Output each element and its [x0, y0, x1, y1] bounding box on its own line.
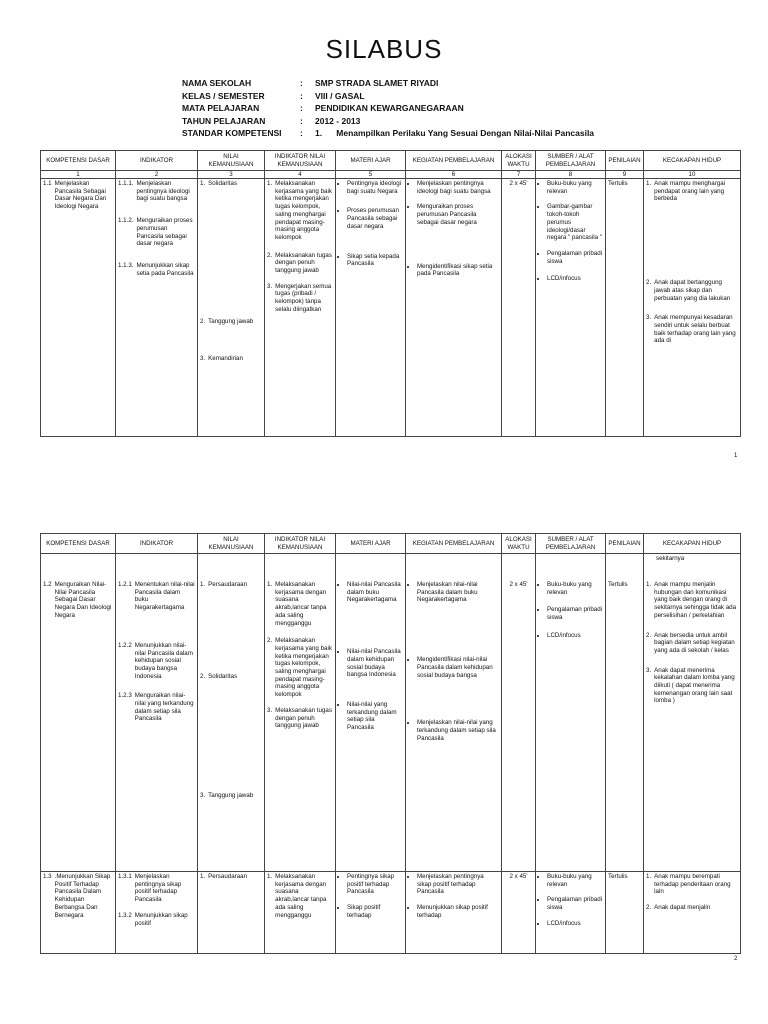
- item-number: 1.: [200, 581, 206, 588]
- column-header: SUMBER / ALAT PEMBELAJARAN: [536, 151, 606, 171]
- column-header: PENILAIAN: [606, 534, 644, 554]
- column-number: 8: [536, 171, 606, 179]
- item-text: Anak mampu berempati terhadap penderitaan orang lain: [654, 873, 731, 896]
- item-text: Melaksanakan tugas dengan penuh tanggung jawab: [275, 706, 332, 730]
- item-number: 1.3.1: [118, 873, 132, 880]
- kd-text: Menjelaskan Pancasila Sebagai Dasar Negara Dan Ideologi Negara: [54, 180, 107, 211]
- item-number: 3.: [267, 706, 273, 714]
- column-header: KOMPETENSI DASAR: [41, 534, 116, 554]
- item-text: Anak bersedia untuk ambil bagian dalam setiap kegiatan yang ada di sekolah / kelas: [654, 631, 735, 654]
- indikator-nilai-cell: [265, 872, 336, 954]
- item-number: 1.: [646, 581, 652, 588]
- list-item: • Sikap positif terhadap: [347, 904, 403, 919]
- item-number: 1.: [267, 581, 273, 588]
- meta-colon: :: [300, 90, 303, 101]
- list-item: • Menjelaskan pentingnya ideologi bagi suatu bangsa: [417, 180, 499, 195]
- list-item: • Nilai-nilai Pancasila dalam buku Negarakertagama: [347, 581, 403, 604]
- column-header: NILAI KEMANUSIAAN: [198, 151, 265, 171]
- column-header: MATERI AJAR: [336, 151, 406, 171]
- column-number: 7: [502, 171, 536, 179]
- item-text: Anak dapat menerima kekalahan dalam lomba yang diikuti ( dapat menerima kemenangan orang lain saat lomba ): [654, 666, 735, 705]
- sumber-cell: [536, 179, 606, 437]
- meta-label: KELAS / SEMESTER: [182, 90, 265, 101]
- column-number: 9: [606, 171, 644, 179]
- meta-row: [182, 127, 594, 140]
- list-item: • Menjelaskan pentingnya sikap positif terhadap Pancasila: [417, 873, 499, 896]
- list-item: • Menunjukkan sikap positif terhadap: [417, 904, 499, 919]
- list-item: • Buku-buku yang relevan: [547, 581, 603, 596]
- page-number: 2: [734, 956, 738, 962]
- list-item: • Pentingnya sikap positif terhadap Pancasila: [347, 873, 403, 896]
- item-text: Anak dapat menjalin: [654, 904, 711, 912]
- page-title: SILABUS: [325, 34, 443, 64]
- meta-value: SMP STRADA SLAMET RIYADI: [315, 78, 439, 88]
- item-text: Persaudaraan: [208, 581, 248, 588]
- column-header: ALOKASI WAKTU: [502, 534, 536, 554]
- column-number: 2: [116, 171, 198, 179]
- list-item: • Buku-buku yang relevan: [547, 873, 603, 888]
- kd-number: 1.2: [43, 581, 52, 588]
- item-text: Solidaritas: [208, 180, 238, 187]
- item-text: Melaksanakan tugas dengan penuh tanggung jawab: [275, 251, 332, 275]
- item-text: Persaudaraan: [208, 873, 248, 880]
- list-item: • Buku-buku yang relevan: [547, 180, 603, 195]
- list-item: • LCD/infocus: [547, 275, 603, 283]
- syllabus-table-page-1: [40, 150, 741, 437]
- item-number: 1.1.1.: [118, 180, 134, 187]
- list-item: • LCD/infocus: [547, 632, 603, 640]
- column-number: 5: [336, 171, 406, 179]
- list-item: • Pengalaman pribadi siswa: [547, 606, 603, 621]
- table-row: [41, 872, 741, 954]
- item-number: 2.: [646, 904, 652, 912]
- meta-label: STANDAR KOMPETENSI: [182, 128, 282, 138]
- item-number: 1.1.3.: [118, 261, 134, 269]
- column-header: KECAKAPAN HIDUP: [644, 151, 741, 171]
- item-text: Menguraikan nilai-nilai yang terkandung dalam setiap sila Pancasila: [134, 692, 194, 723]
- column-header: PENILAIAN: [606, 151, 644, 171]
- column-header: KEGIATAN PEMBELAJARAN: [406, 534, 502, 554]
- materi-ajar-cell: [336, 872, 406, 954]
- list-item: • Pentingnya ideologi bagi suatu Negara: [347, 180, 403, 195]
- meta-label: MATA PELAJARAN: [182, 103, 260, 113]
- item-number: 2.: [646, 279, 652, 287]
- item-text: Anak mempunyai kesadaran sendiri untuk selalu berbuat baik terhadap orang lain yang ada di: [654, 314, 736, 345]
- meta-value: 1. Menampilkan Perilaku Yang Sesuai Dengan Nilai-Nilai Pancasila: [315, 128, 595, 138]
- list-item: • Pengalaman pribadi siswa: [547, 250, 603, 265]
- meta-row: [182, 115, 594, 128]
- kd-number: 1.1: [43, 180, 52, 187]
- meta-label: NAMA SEKOLAH: [182, 78, 252, 88]
- item-number: 3.: [200, 355, 206, 363]
- kd-text: Menguraikan Nilai-Nilai Pancasila Sebagai Dasar Negara Dan Ideologi Negara: [54, 581, 112, 619]
- item-text: Melaksanakan kerjasama yang baik ketika mengerjakan tugas kelompok, saling menghargai pendapat masing-masing anggota kelompok: [275, 180, 332, 241]
- meta-value: 2012 - 2013: [315, 115, 361, 126]
- alokasi-cell: 2 x 45': [502, 179, 536, 437]
- item-number: 1.: [646, 180, 652, 187]
- item-number: 2.: [267, 637, 273, 645]
- item-number: 2.: [267, 251, 273, 259]
- column-number: 10: [644, 171, 741, 179]
- syllabus-table-page-2: [40, 533, 741, 954]
- column-header: INDIKATOR NILAI KEMANUSIAAN: [265, 151, 336, 171]
- list-item: • Nilai-nilai Pancasila dalam kehidupan sosial budaya bangsa Indonesia: [347, 648, 403, 679]
- list-item: • Sikap setia kepada Pancasila: [347, 253, 403, 268]
- nilai-kemanusiaan-cell: [198, 179, 265, 437]
- column-header: INDIKATOR: [116, 151, 198, 171]
- item-number: 2.: [646, 631, 652, 639]
- column-header: SUMBER / ALAT PEMBELAJARAN: [536, 534, 606, 554]
- item-number: 1.: [200, 180, 206, 187]
- item-number: 3.: [646, 314, 652, 322]
- alokasi-cell: 2 x 45': [502, 872, 536, 954]
- meta-colon: :: [300, 115, 303, 126]
- meta-colon: :: [300, 78, 303, 88]
- item-text: Menentukan nilai-nilai Pancasila dalam buku Negarakertagama: [134, 581, 195, 612]
- indikator-nilai-cell: [265, 554, 336, 872]
- item-number: 3.: [646, 666, 652, 674]
- kecakapan-hidup-cell: [644, 872, 741, 954]
- continued-text: sekitarnya: [656, 555, 685, 562]
- table-row: [41, 179, 741, 437]
- kd-text: .Menunjukkan Sikap Positif Terhadap Pancasila Dalam Kehidupan Berbangsa Dan Bernegara: [54, 873, 111, 919]
- item-text: Menguraikan proses perumusan Pancasila sebagai dasar negara: [136, 217, 193, 248]
- list-item: • Proses perumusan Pancasila sebagai dasar negara: [347, 207, 403, 230]
- header-row: [41, 151, 741, 171]
- school-info: [182, 77, 594, 140]
- indikator-cell: [116, 179, 198, 437]
- materi-ajar-cell: [336, 554, 406, 872]
- column-header: INDIKATOR: [116, 534, 198, 554]
- item-text: Anak mampu menjalin hubungan dan komunikasi yang baik dengan orang di sekitarnya sehingga tidak ada perselisihan / perkelahian: [654, 581, 737, 619]
- meta-row: [182, 102, 594, 115]
- item-number: 3.: [200, 792, 206, 800]
- item-number: 1.: [267, 180, 273, 187]
- table-row: [41, 554, 741, 872]
- item-text: Melaksanakan kerjasama dengan suasana akrab,lancar tanpa ada saling mengganggu: [275, 873, 327, 919]
- column-header: ALOKASI WAKTU: [502, 151, 536, 171]
- kecakapan-hidup-cell: [644, 179, 741, 437]
- indikator-cell: [116, 554, 198, 872]
- column-number-row: [41, 171, 741, 179]
- list-item: • Menjelaskan nilai-nilai yang terkandung dalam setiap sila Pancasila: [417, 719, 499, 742]
- item-text: Melaksanakan kerjasama yang baik ketika mengerjakan tugas kelompok, saling menghargai pendapat masing-masing anggota kelompok: [275, 637, 332, 699]
- item-number: 2.: [200, 317, 206, 325]
- list-item: • LCD/infocus: [547, 920, 603, 928]
- kegiatan-cell: [406, 179, 502, 437]
- item-number: 3.: [267, 282, 273, 290]
- item-number: 1.2.1: [118, 581, 132, 588]
- alokasi-cell: [502, 554, 536, 872]
- nilai-kemanusiaan-cell: [198, 872, 265, 954]
- list-item: • Mengidentifikasi sikap setia pada Pancasila: [417, 263, 499, 278]
- penilaian-cell: Tertulis: [606, 872, 644, 954]
- column-number: 6: [406, 171, 502, 179]
- item-text: Menjelaskan pentingnya ideologi bagi suatu bangsa: [136, 180, 190, 203]
- penilaian-cell: [606, 554, 644, 872]
- kegiatan-cell: [406, 554, 502, 872]
- item-number: 1.2.3: [118, 692, 132, 700]
- alokasi-value: 2 x 45': [509, 581, 528, 588]
- list-item: • Pengalaman pribadi siswa: [547, 896, 603, 911]
- sumber-cell: [536, 872, 606, 954]
- item-text: Menunjukkan nilai-nilai Pancasila dalam kehidupan sosial budaya bangsa Indonesia: [134, 641, 193, 680]
- item-number: 1.: [267, 873, 273, 880]
- kd-number: 1.3: [43, 873, 52, 880]
- indikator-nilai-cell: [265, 179, 336, 437]
- column-number: 1: [41, 171, 116, 179]
- penilaian-cell: Tertulis: [606, 179, 644, 437]
- column-header: INDIKATOR NILAI KEMANUSIAAN: [265, 534, 336, 554]
- kompetensi-dasar-cell: [41, 872, 116, 954]
- item-number: 1.1.2.: [118, 217, 134, 225]
- item-text: Anak dapat bertanggung jawab atas sikap dan perbuatan yang dia lakukan: [654, 279, 731, 302]
- list-item: • Nilai-nilai yang terkandung dalam setiap sila Pancasila: [347, 701, 403, 732]
- indikator-cell: [116, 872, 198, 954]
- item-text: Menjelaskan pentingnya sikap positif terhadap Pancasila: [134, 873, 182, 904]
- item-text: Kemandirian: [208, 355, 243, 363]
- item-number: 1.: [646, 873, 652, 880]
- item-number: 1.2.2: [118, 641, 132, 649]
- item-text: Tanggung jawab: [208, 792, 254, 800]
- page-number: 1: [734, 453, 738, 459]
- column-header: NILAI KEMANUSIAAN: [198, 534, 265, 554]
- list-item: • Menguraikan proses perumusan Pancasila sebagai dasar negara: [417, 203, 499, 226]
- list-item: • Gambar-gambar tokoh-tokoh perumus ideologi/dasar negara " pancasila ": [547, 203, 603, 242]
- item-text: Tanggung jawab: [208, 317, 254, 325]
- kegiatan-cell: [406, 872, 502, 954]
- item-number: 1.3.2: [118, 911, 132, 919]
- list-item: • Mengidentifikasi nilai-nilai Pancasila dalam kehidupan sosial budaya bangsa: [417, 656, 499, 679]
- list-item: • Menjelaskan nilai-nilai Pancasila dalam buku Negarakertagama: [417, 581, 499, 604]
- kecakapan-hidup-cell: [644, 554, 741, 872]
- meta-value: VIII / GASAL: [315, 90, 365, 101]
- item-text: Menunjukkan sikap setia pada Pancasila: [136, 261, 194, 277]
- item-text: Melaksanakan kerjasama dengan suasana akrab,lancar tanpa ada saling mengganggu: [275, 581, 327, 627]
- item-text: Mengerjakan semua tugas (pribadi / kelompok) tanpa selalu diingatkan: [275, 282, 332, 313]
- meta-colon: :: [300, 103, 303, 113]
- nilai-kemanusiaan-cell: [198, 554, 265, 872]
- materi-ajar-cell: [336, 179, 406, 437]
- column-header: KOMPETENSI DASAR: [41, 151, 116, 171]
- meta-value: PENDIDIKAN KEWARGANEGARAAN: [315, 103, 464, 113]
- item-text: Solidaritas: [208, 672, 238, 680]
- item-text: Menunjukkan sikap positif: [134, 911, 188, 927]
- header-row: [41, 534, 741, 554]
- column-header: KECAKAPAN HIDUP: [644, 534, 741, 554]
- kompetensi-dasar-cell: [41, 179, 116, 437]
- column-header: MATERI AJAR: [336, 534, 406, 554]
- column-number: 3: [198, 171, 265, 179]
- penilaian-value: Tertulis: [608, 581, 628, 588]
- kompetensi-dasar-cell: [41, 554, 116, 872]
- item-number: 2.: [200, 672, 206, 680]
- column-number: 4: [265, 171, 336, 179]
- sumber-cell: [536, 554, 606, 872]
- column-header: KEGIATAN PEMBELAJARAN: [406, 151, 502, 171]
- item-text: Anak mampu menghargai pendapat orang lain yang berbeda: [654, 180, 726, 203]
- meta-colon: :: [300, 128, 303, 138]
- meta-label: TAHUN PELAJARAN: [182, 115, 266, 126]
- item-number: 1.: [200, 873, 206, 880]
- meta-row: [182, 77, 594, 90]
- meta-row: [182, 90, 594, 103]
